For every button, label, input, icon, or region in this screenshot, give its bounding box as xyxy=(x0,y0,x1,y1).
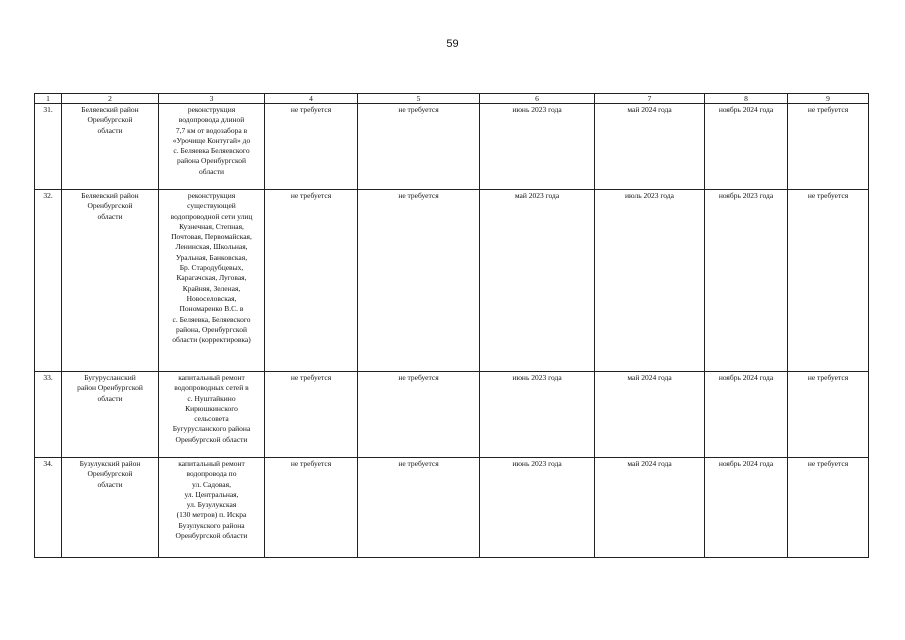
row-number: 34. xyxy=(35,458,62,558)
column-header: 4 xyxy=(265,94,358,104)
region-cell: Беляевский район Оренбургской области xyxy=(62,104,159,190)
table-row xyxy=(35,104,869,190)
table-cell: не требуется xyxy=(788,104,869,190)
table-header-row xyxy=(35,94,869,104)
row-number: 32. xyxy=(35,190,62,372)
table-cell: июнь 2023 года xyxy=(480,372,595,458)
object-cell: капитальный ремонт водопровода по ул. Садовая, ул. Центральная, ул. Бузулукская (130 метров) п. Искра Бузулукского района Оренбургской области xyxy=(159,458,265,558)
table-cell: ноябрь 2023 года xyxy=(705,190,788,372)
object-cell: реконструкция существующей водопроводной сети улиц Кузнечная, Степная, Почтовая, Первомайская, Ленинская, Школьная, Уральная, Банковская, Бр. Стародубцевых, Карагачская, Луговая, Крайняя, Зеленая, Новоселовская, Пономаренко В.С. в с. Беляевка, Беляевского района, Оренбургской области (корректировка) xyxy=(159,190,265,372)
table-cell: не требуется xyxy=(358,190,480,372)
table-cell: ноябрь 2024 года xyxy=(705,458,788,558)
object-cell: реконструкция водопровода длиной 7,7 км от водозабора в «Урочище Контугай» до с. Беляевка Беляевского района Оренбургской области xyxy=(159,104,265,190)
column-header: 9 xyxy=(788,94,869,104)
row-number: 31. xyxy=(35,104,62,190)
table-cell: ноябрь 2024 года xyxy=(705,104,788,190)
table-cell: не требуется xyxy=(358,458,480,558)
region-cell: Беляевский район Оренбургской области xyxy=(62,190,159,372)
object-cell: капитальный ремонт водопроводных сетей в с. Нуштайкино Кирюшкинского сельсовета Бугурусланского района Оренбургской области xyxy=(159,372,265,458)
table-row xyxy=(35,372,869,458)
column-header: 8 xyxy=(705,94,788,104)
table-cell: не требуется xyxy=(788,458,869,558)
table-cell: не требуется xyxy=(265,104,358,190)
column-header: 3 xyxy=(159,94,265,104)
table-cell: июнь 2023 года xyxy=(480,458,595,558)
region-cell: Бузулукский район Оренбургской области xyxy=(62,458,159,558)
page-number: 59 xyxy=(446,38,459,50)
table-cell: не требуется xyxy=(265,190,358,372)
column-header: 1 xyxy=(35,94,62,104)
column-header: 6 xyxy=(480,94,595,104)
column-header: 2 xyxy=(62,94,159,104)
table-cell: не требуется xyxy=(265,372,358,458)
table-cell: ноябрь 2024 года xyxy=(705,372,788,458)
table-cell: не требуется xyxy=(788,190,869,372)
table-cell: июль 2023 года xyxy=(595,190,705,372)
table-cell: июнь 2023 года xyxy=(480,104,595,190)
schedule-table xyxy=(34,93,869,558)
table-row xyxy=(35,458,869,558)
column-header: 7 xyxy=(595,94,705,104)
row-number: 33. xyxy=(35,372,62,458)
table-row xyxy=(35,190,869,372)
table-cell: не требуется xyxy=(265,458,358,558)
table-cell: май 2023 года xyxy=(480,190,595,372)
table-cell: не требуется xyxy=(788,372,869,458)
table-cell: май 2024 года xyxy=(595,372,705,458)
table-cell: май 2024 года xyxy=(595,104,705,190)
table-cell: не требуется xyxy=(358,104,480,190)
column-header: 5 xyxy=(358,94,480,104)
region-cell: Бугурусланский район Оренбургской области xyxy=(62,372,159,458)
table-cell: не требуется xyxy=(358,372,480,458)
table-cell: май 2024 года xyxy=(595,458,705,558)
